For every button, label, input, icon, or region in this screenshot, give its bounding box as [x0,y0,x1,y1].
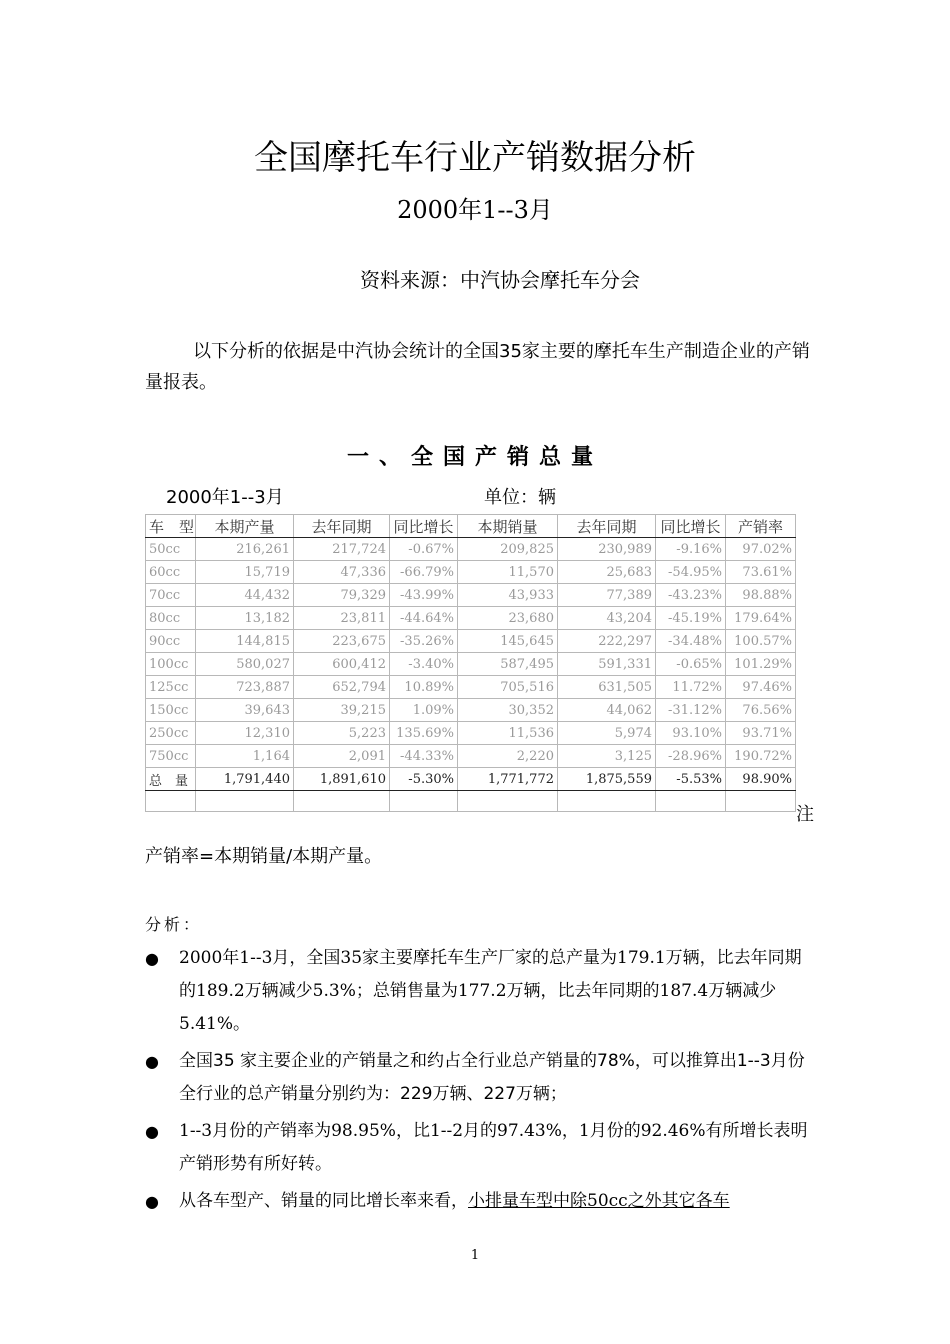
table-row [146,607,796,630]
table-cell: 100.57% [726,630,796,653]
table-cell: 10.89% [390,676,458,699]
table-cell [458,791,558,812]
table-cell: 250cc [146,722,196,745]
table-cell: 580,027 [196,653,294,676]
table-cell [558,791,656,812]
table-cell: 600,412 [294,653,390,676]
table-cell: 11.72% [656,676,726,699]
table-cell: 98.88% [726,584,796,607]
table-cell: -66.79% [390,561,458,584]
table-cell: -0.65% [656,653,726,676]
table-cell: 209,825 [458,538,558,561]
table-cell: 43,204 [558,607,656,630]
table-cell: 13,182 [196,607,294,630]
table-header-cell: 本期产量 [196,515,294,538]
bullet-item [145,942,815,1041]
table-cell: 3,125 [558,745,656,768]
table-cell: -44.64% [390,607,458,630]
table-row [146,745,796,768]
table-cell: 5,223 [294,722,390,745]
table-cell: 39,215 [294,699,390,722]
table-cell: 223,675 [294,630,390,653]
page-number: 1 [470,1248,480,1263]
table-cell: 190.72% [726,745,796,768]
bullet-text: 1--3月份的产销率为98.95%，比1--2月的97.43%，1月份的92.46%有所增长表明产销形势有所好转。 [179,1121,808,1174]
table-cell: -45.19% [656,607,726,630]
table-cell: 79,329 [294,584,390,607]
table-cell: 11,570 [458,561,558,584]
table-cell: 101.29% [726,653,796,676]
table-cell: 60cc [146,561,196,584]
table-row [146,538,796,561]
table-cell: 77,389 [558,584,656,607]
note-marker: 注 [796,804,814,825]
table-header-cell: 去年同期 [294,515,390,538]
table-cell: 12,310 [196,722,294,745]
bullet-dot-icon: ● [145,949,159,968]
document-title: 全国摩托车行业产销数据分析 [254,138,696,178]
table-cell: 723,887 [196,676,294,699]
table-row [146,630,796,653]
table-cell: 44,432 [196,584,294,607]
table-cell: 76.56% [726,699,796,722]
table-cell: 125cc [146,676,196,699]
table-cell: -3.40% [390,653,458,676]
bullet-item [145,1045,815,1111]
table-cell: 90cc [146,630,196,653]
table-cell: -0.67% [390,538,458,561]
table-cell: 1.09% [390,699,458,722]
table-cell: 135.69% [390,722,458,745]
table-row [146,653,796,676]
table-cell [294,791,390,812]
document-subtitle: 2000年1--3月 [397,196,553,224]
table-header-cell: 产销率 [726,515,796,538]
formula-note: 产销率=本期销量/本期产量。 [145,846,383,867]
bullet-text-underlined: 小排量车型中除50cc之外其它各车 [468,1191,730,1211]
table-cell: 50cc [146,538,196,561]
table-cell: 587,495 [458,653,558,676]
table-empty-row [146,791,796,812]
table-cell: -5.30% [390,768,458,791]
table-cell: 217,724 [294,538,390,561]
table-cell: 97.46% [726,676,796,699]
table-cell: -34.48% [656,630,726,653]
bullet-dot-icon: ● [145,1192,159,1211]
table-cell: -31.12% [656,699,726,722]
table-cell [146,791,196,812]
analysis-label: 分析： [145,915,203,934]
intro-paragraph: 以下分析的依据是中汽协会统计的全国35家主要的摩托车生产制造企业的产销量报表。 [145,341,810,393]
section-heading: 一、全国产销总量 [346,445,603,470]
table-cell: -44.33% [390,745,458,768]
data-source: 资料来源：中汽协会摩托车分会 [360,268,640,292]
table-cell [726,791,796,812]
table-row [146,676,796,699]
table-cell: 1,791,440 [196,768,294,791]
table-cell [390,791,458,812]
table-total-row [146,768,796,791]
table-cell: 47,336 [294,561,390,584]
table-cell: 39,643 [196,699,294,722]
table-cell: 591,331 [558,653,656,676]
table-cell: -54.95% [656,561,726,584]
table-row [146,561,796,584]
table-header-row [146,515,796,538]
table-header-cell: 本期销量 [458,515,558,538]
table-cell: 23,811 [294,607,390,630]
table-cell: 1,875,559 [558,768,656,791]
table-cell: 216,261 [196,538,294,561]
analysis-bullet-list [145,942,815,1222]
table-cell: -43.23% [656,584,726,607]
table-cell: 30,352 [458,699,558,722]
table-cell: 179.64% [726,607,796,630]
table-cell: -43.99% [390,584,458,607]
table-header-cell: 同比增长 [656,515,726,538]
table-cell: 5,974 [558,722,656,745]
table-cell: 11,536 [458,722,558,745]
table-cell: 44,062 [558,699,656,722]
table-cell: 总 量 [146,768,196,791]
table-row [146,584,796,607]
bullet-text: 2000年1--3月，全国35家主要摩托车生产厂家的总产量为179.1万辆，比去年同期的189.2万辆减少5.3%；总销售量为177.2万辆，比去年同期的187.4万辆减少5.41%。 [179,948,802,1034]
bullet-text: 全国35 家主要企业的产销量之和约占全行业总产销量的78%，可以推算出1--3月份全行业的总产销量分别约为：229万辆、227万辆； [179,1051,805,1104]
bullet-item [145,1115,815,1181]
table-header-cell: 去年同期 [558,515,656,538]
table-period: 2000年1--3月 [166,487,284,508]
table-cell: 144,815 [196,630,294,653]
table-cell [656,791,726,812]
bullet-dot-icon: ● [145,1052,159,1071]
table-cell: 97.02% [726,538,796,561]
table-cell: 631,505 [558,676,656,699]
table-header-cell: 车 型 [146,515,196,538]
table-header-cell: 同比增长 [390,515,458,538]
table-cell: 222,297 [558,630,656,653]
table-cell: 230,989 [558,538,656,561]
table-cell: 70cc [146,584,196,607]
table-cell: 2,091 [294,745,390,768]
table-row [146,722,796,745]
table-cell: 1,771,772 [458,768,558,791]
bullet-dot-icon: ● [145,1122,159,1141]
table-cell: 705,516 [458,676,558,699]
table-cell: 1,164 [196,745,294,768]
table-cell: -5.53% [656,768,726,791]
table-cell: 100cc [146,653,196,676]
production-sales-table [145,514,796,812]
bullet-text [179,1185,815,1218]
table-cell: 43,933 [458,584,558,607]
table-cell: 1,891,610 [294,768,390,791]
table-cell: 145,645 [458,630,558,653]
table-cell: 93.71% [726,722,796,745]
table-cell: 23,680 [458,607,558,630]
table-cell: 73.61% [726,561,796,584]
table-cell: 750cc [146,745,196,768]
table-cell: 80cc [146,607,196,630]
bullet-item [145,1185,815,1218]
table-row [146,699,796,722]
table-cell [196,791,294,812]
table-cell: 93.10% [656,722,726,745]
table-cell: -9.16% [656,538,726,561]
table-cell: -35.26% [390,630,458,653]
table-cell: -28.96% [656,745,726,768]
table-cell: 150cc [146,699,196,722]
table-cell: 98.90% [726,768,796,791]
table-cell: 2,220 [458,745,558,768]
table-cell: 652,794 [294,676,390,699]
table-unit: 单位：辆 [484,487,556,508]
table-cell: 15,719 [196,561,294,584]
table-cell: 25,683 [558,561,656,584]
bullet-text-plain: 从各车型产、销量的同比增长率来看， [179,1191,468,1211]
